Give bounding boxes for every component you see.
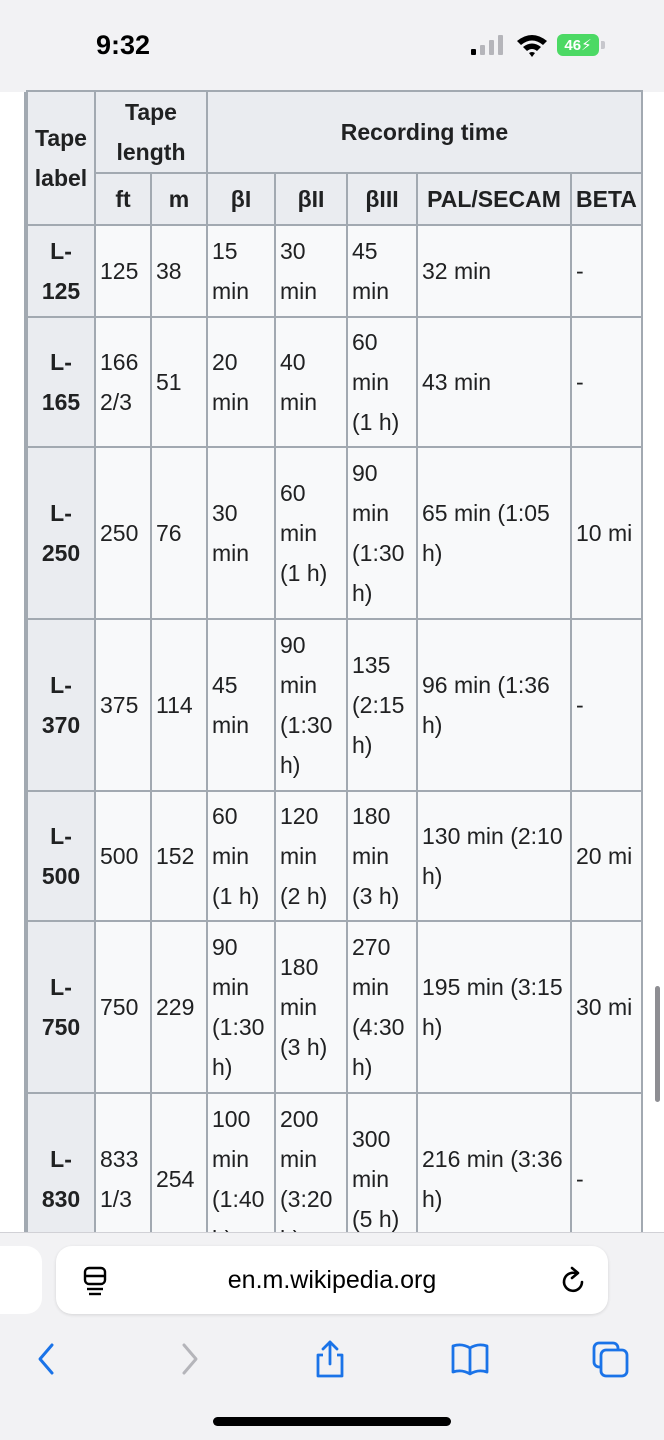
cell-m: 76 [151, 447, 207, 619]
cell-beta-2: 40 min [275, 317, 347, 447]
cell-beta-1: 60 min (1 h) [207, 791, 275, 921]
cell-beta-3: 60 min (1 h) [347, 317, 417, 447]
header-beta-2: βII [275, 173, 347, 225]
charging-bolt-icon: ⚡ [581, 37, 592, 54]
header-pal-secam: PAL/SECAM [417, 173, 571, 225]
previous-tab-peek[interactable] [0, 1246, 42, 1314]
cell-ft: 125 [95, 225, 151, 317]
cell-ft: 750 [95, 921, 151, 1093]
cell-ft: 833 1/3 [95, 1093, 151, 1265]
cell-beta-2: 90 min (1:30 h) [275, 619, 347, 791]
cell-beta: - [571, 317, 642, 447]
header-recording-time: Recording time [207, 91, 642, 173]
cell-beta-3: 90 min (1:30 h) [347, 447, 417, 619]
cell-pal-secam: 216 min (3:36 h) [417, 1093, 571, 1265]
cell-beta-2: 60 min (1 h) [275, 447, 347, 619]
cell-beta: 20 mi [571, 791, 642, 921]
cell-beta: - [571, 225, 642, 317]
bookmarks-icon[interactable] [450, 1339, 490, 1379]
row-label: L-165 [27, 317, 95, 447]
row-label: L-500 [27, 791, 95, 921]
table-row [27, 225, 642, 317]
cell-ft: 375 [95, 619, 151, 791]
cell-beta: - [571, 619, 642, 791]
address-bar[interactable] [56, 1246, 608, 1314]
battery-cap [601, 41, 605, 49]
cell-beta-3: 270 min (4:30 h) [347, 921, 417, 1093]
tape-recording-table [26, 90, 643, 1266]
reload-icon[interactable] [560, 1266, 588, 1296]
cell-beta-1: 100 min (1:40 [207, 1093, 275, 1265]
cell-beta-1: 30 min [207, 447, 275, 619]
cell-m: 152 [151, 791, 207, 921]
cell-pal-secam: 65 min (1:05 h) [417, 447, 571, 619]
battery-level: 46 [564, 36, 582, 54]
header-beta-3: βIII [347, 173, 417, 225]
header-tape-length: Tape length [95, 91, 207, 173]
cell-m: 229 [151, 921, 207, 1093]
page-content[interactable] [0, 92, 664, 1232]
browser-bottom-bar [0, 1232, 664, 1440]
cell-beta-3: 300 min (5 h) [347, 1093, 417, 1265]
table-row [27, 317, 642, 447]
cell-beta-1: 45 min [207, 619, 275, 791]
cell-pal-secam: 32 min [417, 225, 571, 317]
row-label: L-750 [27, 921, 95, 1093]
header-ft: ft [95, 173, 151, 225]
status-time: 9:32 [96, 30, 151, 60]
cell-beta-1: 20 min [207, 317, 275, 447]
cell-beta-2: 180 min (3 h) [275, 921, 347, 1093]
cell-beta-2: 120 min (2 h) [275, 791, 347, 921]
cell-beta: - [571, 1093, 642, 1265]
forward-icon[interactable] [170, 1339, 210, 1379]
row-label: L-250 [27, 447, 95, 619]
battery-charging-icon [557, 34, 599, 56]
scrollbar[interactable] [655, 986, 660, 1102]
cell-pal-secam: 130 min (2:10 h) [417, 791, 571, 921]
cell-m: 114 [151, 619, 207, 791]
table-row [27, 619, 642, 791]
cell-beta-1: 15 min [207, 225, 275, 317]
status-bar [0, 0, 664, 92]
row-label: L-125 [27, 225, 95, 317]
row-label: L-830 [27, 1093, 95, 1265]
header-m: m [151, 173, 207, 225]
table-row [27, 791, 642, 921]
url-text[interactable]: en.m.wikipedia.org [227, 1266, 437, 1294]
header-beta-1: βI [207, 173, 275, 225]
cell-ft: 166 2/3 [95, 317, 151, 447]
cell-m: 51 [151, 317, 207, 447]
home-indicator[interactable] [213, 1417, 451, 1426]
cell-beta-3: 135 (2:15 h) [347, 619, 417, 791]
table-row [27, 447, 642, 619]
cell-beta-3: 180 min (3 h) [347, 791, 417, 921]
cell-pal-secam: 43 min [417, 317, 571, 447]
share-icon[interactable] [310, 1339, 350, 1379]
cell-pal-secam: 195 min (3:15 h) [417, 921, 571, 1093]
cell-beta: 30 mi [571, 921, 642, 1093]
cell-beta-2: 200 min (3:20 [275, 1093, 347, 1265]
back-icon[interactable] [28, 1339, 68, 1379]
header-beta: BETA [571, 173, 642, 225]
cell-pal-secam: 96 min (1:36 h) [417, 619, 571, 791]
cell-ft: 250 [95, 447, 151, 619]
row-label: L-370 [27, 619, 95, 791]
wifi-icon [515, 32, 549, 58]
cell-m: 254 [151, 1093, 207, 1265]
tabs-icon[interactable] [590, 1339, 630, 1379]
table-row [27, 921, 642, 1093]
cell-m: 38 [151, 225, 207, 317]
signal-icon [470, 34, 506, 56]
cell-beta: 10 mi [571, 447, 642, 619]
cell-beta-2: 30 min [275, 225, 347, 317]
cell-beta-1: 90 min (1:30 h) [207, 921, 275, 1093]
header-tape-label: Tape label [27, 91, 95, 225]
cell-beta-3: 45 min [347, 225, 417, 317]
cell-ft: 500 [95, 791, 151, 921]
